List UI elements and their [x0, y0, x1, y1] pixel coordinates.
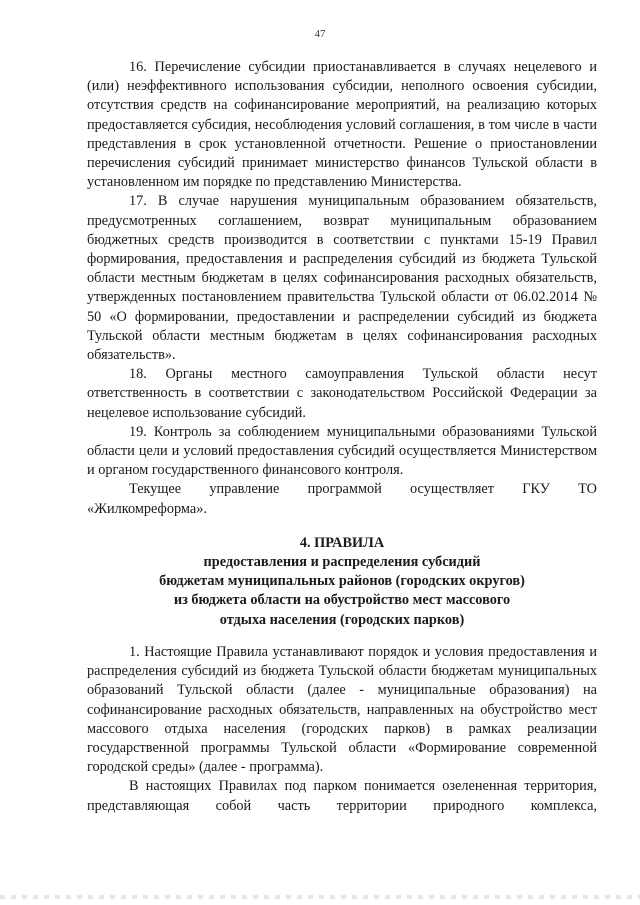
section-subtitle-line: бюджетам муниципальных районов (городских округов): [159, 573, 525, 590]
section-subtitle-line: отдыха населения (городских парков): [219, 611, 465, 628]
paragraph-program-management: Текущее управление программой осуществляет ГКУ ТО «Жилкомреформа».: [87, 481, 597, 517]
paragraph-park-definition: В настоящих Правилах под парком понимается озелененная территория, представляющая собой часть территории природного комплекса,: [87, 778, 597, 814]
paragraph-17: 17. В случае нарушения муниципальным образованием обязательств, предусмотренных соглашением, возврат муниципальным образованием бюджетных средств производится в соответствии с пунктами 15-19 Правил формирования, предоставления и распределения субсидий из бюджета Тульской области местным бюджетам в целях софинансирования расходных обязательств, утвержденных постановлением правительства Тульской области от 06.02.2014 № 50 «О формировании, предоставлении и распределении субсидий из бюджета Тульской области местным бюджетам в целях софинансирования расходных обязательств».: [87, 193, 597, 364]
scan-artifact-line: [0, 895, 640, 899]
paragraph-18: 18. Органы местного самоуправления Тульской области несут ответственность в соответствии с законодательством Российской Федерации за нецелевое использование субсидий.: [87, 366, 597, 421]
section-heading: [87, 534, 597, 630]
section-subtitle-line: из бюджета области на обустройство мест массового: [173, 592, 511, 609]
section-subtitle-line: предоставления и распределения субсидий: [203, 554, 481, 571]
page-number: 47: [314, 28, 326, 40]
paragraph-19: 19. Контроль за соблюдением муниципальными образованиями Тульской области цели и условий предоставления субсидий осуществляется Министерством и органом государственного финансового контроля.: [87, 423, 597, 479]
document-body: [87, 58, 597, 816]
section-title: 4. ПРАВИЛА: [299, 534, 385, 551]
paragraph-rules-1: 1. Настоящие Правила устанавливают порядок и условия предоставления и распределения субсидий из бюджета Тульской области бюджетам муниципальных образований Тульской области (далее - муниципальные образования) на софинансирование расходных обязательств, направленных на обустройство мест массового отдыха населения (городских парков) в рамках реализации государственной программы Тульской области «Формирование современной городской среды» (далее - программа).: [87, 643, 597, 776]
paragraph-16: 16. Перечисление субсидии приостанавливается в случаях нецелевого и (или) неэффективного использования субсидии, неполного освоения субсидии, отсутствия средств на софинансирование мероприятий, на реализацию которых предоставляется субсидия, несоблюдения условий соглашения, в том числе в части представления в срок установленной отчетности. Решение о приостановлении перечисления субсидий принимает министерство финансов Тульской области в установленном им порядке по представлению Министерства.: [87, 59, 597, 191]
